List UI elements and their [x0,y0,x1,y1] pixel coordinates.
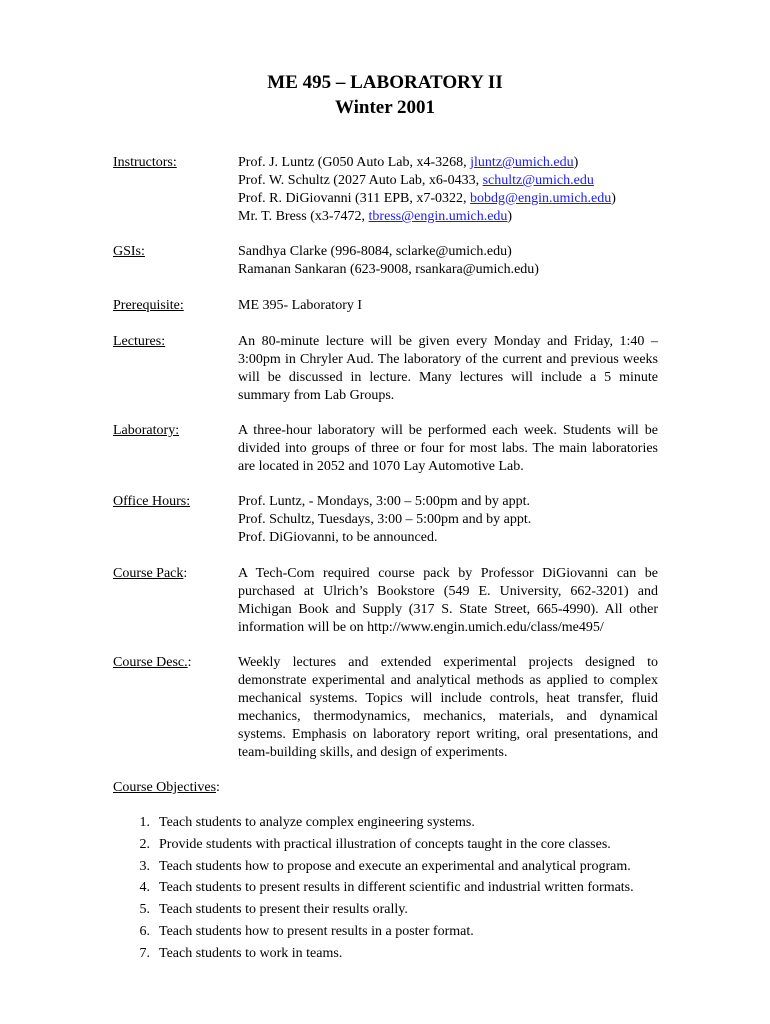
list-number: 6. [139,923,150,939]
instructor-info: Mr. T. Bress (x3-7472, [238,209,369,224]
list-item [113,879,713,901]
list-text: Teach students to work in teams. [159,945,343,961]
laboratory-text: A three-hour laboratory will be performed each week. Students will be divided into groups of three or four for most labs. The main laboratories are located in 2052 and 1070 Lay Automotive Lab. [238,423,658,474]
list-text: Teach students how to propose and execute an experimental and analytical program. [159,858,631,874]
instructor-line [238,172,658,190]
list-text: Teach students how to present results in a poster format. [159,923,474,939]
instructor-info: Prof. R. DiGiovanni (311 EPB, x7-0322, [238,191,471,206]
list-item [113,923,713,945]
document-title: ME 495 – LABORATORY II [267,72,503,93]
gsis-label: GSIs: [113,244,145,259]
office-hours-list [238,493,658,547]
instructor-suffix: ) [611,191,616,206]
list-text: Teach students to analyze complex engineering systems. [159,815,475,830]
list-number: 5. [139,902,150,918]
instructor-info: Prof. W. Schultz (2027 Auto Lab, x6-0433, [238,173,483,188]
office-hours-line: Prof. Schultz, Tuesdays, 3:00 – 5:00pm and by appt. [238,512,532,527]
objectives-label-text: Course Objectives [113,780,217,795]
list-text: Provide students with practical illustration of concepts taught in the core classes. [159,836,611,852]
instructor-suffix: ) [573,155,579,170]
list-number: 3. [139,858,150,874]
list-number: 4. [139,880,150,896]
document-term: Winter 2001 [334,97,436,118]
email-link[interactable]: tbress@engin.umich.edu [368,209,508,224]
course-pack-label: Course Pack: [113,566,188,581]
list-item [113,836,713,858]
prerequisite-text: ME 395- Laboratory I [238,298,363,313]
lectures-label: Lectures: [113,334,166,349]
instructor-suffix: ) [507,209,513,224]
course-desc-text: Weekly lectures and extended experimental projects designed to demonstrate experimental and analytical methods as applied to complex mechanical systems. Topics will include controls, heat transfer, fluid mechanics, thermodynamics, mechanics, materials, and dynamical systems. Emphasis on laboratory report writing, oral presentations, and team-building skills, and design of experiments. [238,655,658,760]
objectives-list [113,814,713,967]
list-item [113,945,713,967]
laboratory-label: Laboratory: [113,423,180,438]
office-hours-line: Prof. Luntz, - Mondays, 3:00 – 5:00pm and by appt. [238,494,531,509]
course-desc-label: Course Desc.: [113,655,192,670]
instructor-line [238,154,658,172]
prerequisite-label: Prerequisite: [113,298,184,313]
instructor-info: Prof. J. Luntz (G050 Auto Lab, x4-3268, [238,155,471,170]
list-number: 7. [139,945,150,961]
objectives-label: Course Objectives: [113,780,220,795]
list-text: Teach students to present their results orally. [159,902,408,918]
instructors-label: Instructors: [113,155,177,170]
course-pack-text: A Tech-Com required course pack by Professor DiGiovanni can be purchased at Ulrich’s Bookstore (549 E. University, 662-3201) and Michigan Book and Supply (317 S. State Street, 665-4990). All other information will be on http://www.engin.umich.edu/class/me495/ [238,566,658,635]
lectures-text: An 80-minute lecture will be given every Monday and Friday, 1:40 – 3:00pm in Chryler Aud. The laboratory of the current and previous weeks will be discussed in lecture. Many lectures will include a 5 minute summary from Lab Groups. [238,334,658,403]
office-hours-label: Office Hours: [113,494,191,509]
email-link[interactable]: jluntz@umich.edu [470,155,574,170]
list-text: Teach students to present results in different scientific and industrial written formats. [159,880,634,896]
gsis-list [238,243,658,279]
list-item [113,814,713,836]
course-desc-label-text: Course Desc. [113,655,188,670]
gsi-line: Ramanan Sankaran (623-9008, rsankara@umich.edu) [238,262,539,277]
list-number: 1. [139,815,150,830]
instructor-line [238,190,658,208]
gsi-line: Sandhya Clarke (996-8084, sclarke@umich.edu) [238,244,512,259]
course-pack-label-text: Course Pack [113,566,184,581]
instructor-line [238,208,658,226]
email-link[interactable]: bobdg@engin.umich.edu [470,191,612,206]
email-link[interactable]: schultz@umich.edu [482,173,594,188]
list-number: 2. [139,836,150,852]
list-item [113,858,713,880]
office-hours-line: Prof. DiGiovanni, to be announced. [238,530,438,545]
instructors-list [238,154,658,226]
list-item [113,901,713,923]
